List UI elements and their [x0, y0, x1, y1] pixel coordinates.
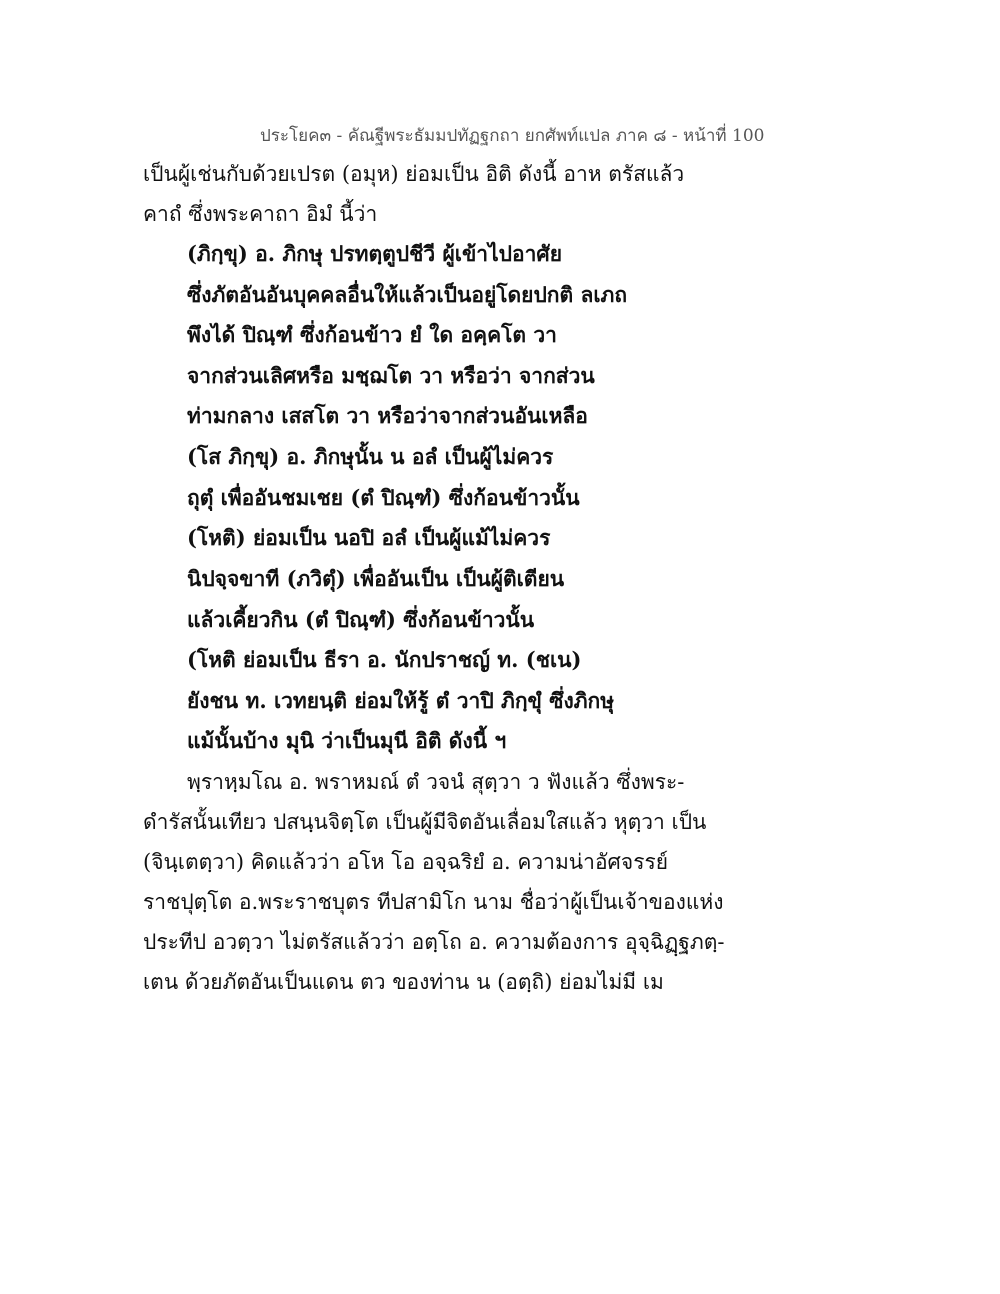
verse-line-6: (โส ภิกฺขุ) อ. ภิกษุนั้น น อลํ เป็นผู้ไม่ควร — [187, 444, 554, 469]
paragraph-line-2: ดำรัสนั้นเทียว ปสนฺนจิตฺโต เป็นผู้มีจิตอันเลื่อมใสแล้ว หุตฺวา เป็น — [143, 810, 707, 834]
verse-line-13: แม้นั้นบ้าง มุนิ ว่าเป็นมุนี อิติ ดังนี้ ฯ — [187, 728, 507, 753]
verse-line-12: ยังชน ท. เวทยนฺติ ย่อมให้รู้ ตํ วาปิ ภิกฺขุํ ซึ่งภิกษุ — [187, 688, 615, 713]
verse-line-8: (โหติ) ย่อมเป็น นอปิ อลํ เป็นผู้แม้ไม่ควร — [187, 525, 551, 550]
paragraph-line-1: พฺราหฺมโณ อ. พราหมณ์ ตํ วจนํ สุตฺวา ว ฟังแล้ว ซึ่งพระ- — [187, 770, 685, 794]
verse-line-5: ท่ามกลาง เสสโต วา หรือว่าจากส่วนอันเหลือ — [187, 403, 588, 428]
page-header: ประโยค๓ - คัณฐีพระธัมมปทัฏฐกถา ยกศัพท์แปล ภาค ๘ - หน้าที่ 100 — [260, 126, 765, 146]
intro-line-1: เป็นผู้เช่นกับด้วยเปรต (อมุห) ย่อมเป็น อิติ ดังนี้ อาห ตรัสแล้ว — [143, 162, 685, 186]
verse-line-4: จากส่วนเลิศหรือ มชฺฌโต วา หรือว่า จากส่วน — [187, 363, 595, 388]
verse-line-9: นิปจฺจขาที (ภวิตุํ) เพื่ออันเป็น เป็นผู้ติเตียน — [187, 566, 565, 591]
paragraph-line-3: (จินฺเตตฺวา) คิดแล้วว่า อโห โอ อจฺฉริยํ อ. ความน่าอัศจรรย์ — [143, 850, 669, 874]
paragraph-line-6: เตน ด้วยภัตอันเป็นแดน ตว ของท่าน น (อตฺถิ) ย่อมไม่มี เม — [143, 970, 664, 994]
verse-line-3: พึงได้ ปิณฺฑํ ซึ่งก้อนข้าว ยํ ใด อคฺคโต วา — [187, 322, 557, 347]
intro-line-2: คาถํ ซึ่งพระคาถา อิมํ นี้ว่า — [143, 202, 378, 226]
verse-line-1: (ภิกฺขุ) อ. ภิกษุ ปรทตฺตูปชีวี ผู้เข้าไปอาศัย — [187, 241, 563, 266]
paragraph-line-4: ราชปุตฺโต อ.พระราชบุตร ทีปสามิโก นาม ชื่อว่าผู้เป็นเจ้าของแห่ง — [143, 890, 724, 914]
paragraph-line-5: ประทีป อวตฺวา ไม่ตรัสแล้วว่า อตฺโถ อ. ความต้องการ อุจฺฉิฏฺฐภตฺ- — [143, 930, 725, 954]
verse-line-2: ซึ่งภัตอันอันบุคคลอื่นให้แล้วเป็นอยู่โดยปกติ ลเภถ — [187, 282, 628, 307]
verse-line-10: แล้วเคี้ยวกิน (ตํ ปิณฺฑํ) ซึ่งก้อนข้าวนั้น — [187, 607, 535, 632]
verse-line-7: ถุตุํ เพื่ออันชมเชย (ตํ ปิณฺฑํ) ซึ่งก้อนข้าวนั้น — [187, 485, 580, 510]
verse-line-11: (โหติ ย่อมเป็น ธีรา อ. นักปราชญ์ ท. (ชเน) — [187, 647, 582, 672]
